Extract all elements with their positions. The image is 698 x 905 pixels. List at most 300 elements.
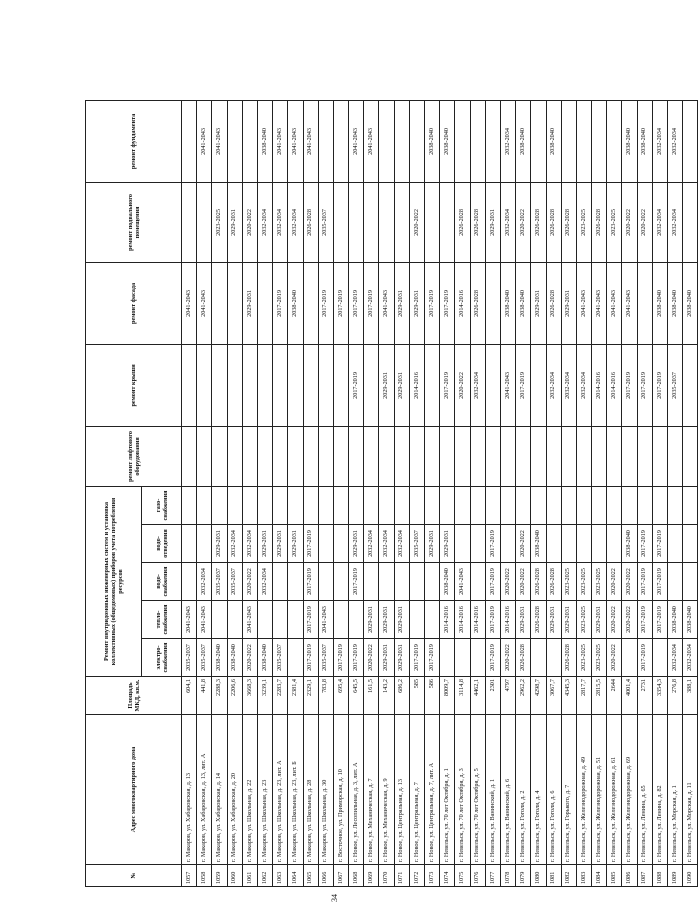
cell-water (273, 563, 288, 601)
cell-water (318, 563, 333, 601)
cell-facade: 2014-2016 (455, 262, 470, 344)
cell-basement: 2032-2034 (257, 182, 272, 262)
cell-no: 1086 (622, 865, 637, 887)
cell-address: г. Невельск, ул. Ванинский, д. 6 (500, 715, 515, 865)
cell-no: 1079 (516, 865, 531, 887)
cell-sewer (500, 525, 515, 563)
table-row (303, 46, 318, 886)
cell-basement: 2026-2028 (592, 182, 607, 262)
cell-electro: 2020-2022 (364, 639, 379, 677)
cell-facade: 2029-2031 (409, 262, 424, 344)
cell-address: г. Невельск, ул. Ленина, д. 82 (652, 715, 667, 865)
cell-foundation: 2041-2043 (273, 100, 288, 182)
cell-water: 2020-2022 (500, 563, 515, 601)
cell-address: г. Новое, ул. Механическая, д. 7 (364, 715, 379, 865)
cell-gas (485, 486, 500, 524)
cell-basement (425, 182, 440, 262)
table-row (500, 46, 515, 886)
table-row (288, 46, 303, 886)
cell-roof (257, 344, 272, 426)
cell-area: 2381,4 (288, 677, 303, 715)
cell-foundation: 2041-2043 (303, 100, 318, 182)
cell-gas (455, 486, 470, 524)
cell-gas (212, 486, 227, 524)
cell-no: 1057 (182, 865, 197, 887)
cell-roof (318, 344, 333, 426)
cell-roof: 2035-2037 (668, 344, 683, 426)
cell-sewer: 2017-2019 (652, 525, 667, 563)
header-repair-systems: Ремонт внутридомовых инженерных систем и установка коллективных (общедомовых) приборов учета потребления ресурсов (86, 486, 142, 676)
cell-address: г. Новое, ул. Центральная, д. 13 (394, 715, 409, 865)
cell-foundation: 2038-2040 (622, 100, 637, 182)
cell-elevator (394, 426, 409, 486)
cell-water: 2017-2019 (652, 563, 667, 601)
cell-roof (485, 344, 500, 426)
cell-foundation (592, 100, 607, 182)
cell-roof (288, 344, 303, 426)
cell-roof: 2041-2043 (500, 344, 515, 426)
cell-gas (394, 486, 409, 524)
cell-facade: 2017-2019 (440, 262, 455, 344)
cell-gas (257, 486, 272, 524)
cell-sewer: 2029-2031 (349, 525, 364, 563)
cell-basement (683, 182, 698, 262)
cell-facade: 2017-2019 (349, 262, 364, 344)
cell-address: г. Новое, ул. Центральная, д. 7, лит. А (425, 715, 440, 865)
cell-electro: 2023-2025 (576, 639, 591, 677)
cell-electro: 2017-2019 (485, 639, 500, 677)
cell-gas (637, 486, 652, 524)
cell-address: г. Невельск, ул. Гоголя, д. 4 (531, 715, 546, 865)
cell-electro: 2029-2031 (379, 639, 394, 677)
cell-no: 1070 (379, 865, 394, 887)
cell-water (288, 563, 303, 601)
cell-address: г. Невельск, ул. 70 лет Октября, д. 3 (455, 715, 470, 865)
cell-area: 3067,7 (546, 677, 561, 715)
cell-gas (333, 486, 348, 524)
cell-elevator (607, 426, 622, 486)
table-row (182, 46, 197, 886)
cell-heat (227, 601, 242, 639)
header-sewer: водо-отведения (142, 525, 182, 563)
cell-facade: 2038-2040 (288, 262, 303, 344)
cell-sewer: 2032-2034 (364, 525, 379, 563)
cell-sewer: 2038-2040 (531, 525, 546, 563)
cell-area: 686,2 (394, 677, 409, 715)
cell-address: г. Невельск, ул. Гоголя, д. 2 (516, 715, 531, 865)
cell-facade: 2041-2043 (379, 262, 394, 344)
cell-water: 2035-2037 (227, 563, 242, 601)
cell-gas (197, 486, 212, 524)
table-row (470, 46, 485, 886)
cell-electro (470, 639, 485, 677)
cell-basement: 2032-2034 (500, 182, 515, 262)
cell-foundation (227, 100, 242, 182)
cell-facade: 2038-2040 (500, 262, 515, 344)
cell-no: 1082 (561, 865, 576, 887)
cell-area: 604,1 (182, 677, 197, 715)
cell-water (683, 563, 698, 601)
cell-foundation: 2032-2034 (668, 100, 683, 182)
cell-gas (364, 486, 379, 524)
table-row (637, 46, 652, 886)
cell-elevator (257, 426, 272, 486)
cell-area: 2962,2 (516, 677, 531, 715)
cell-water (425, 563, 440, 601)
cell-elevator (516, 426, 531, 486)
cell-basement: 2026-2028 (455, 182, 470, 262)
cell-gas (668, 486, 683, 524)
cell-electro: 2017-2019 (333, 639, 348, 677)
cell-area: 2288,3 (212, 677, 227, 715)
cell-water: 2041-2043 (455, 563, 470, 601)
cell-no: 1078 (500, 865, 515, 887)
header-area: Площадь МКД, кв.м. (86, 677, 182, 715)
cell-address: г. Макаров, ул. Хабаровская, д. 13 (182, 715, 197, 865)
cell-basement: 2020-2022 (409, 182, 424, 262)
cell-gas (303, 486, 318, 524)
cell-electro (546, 639, 561, 677)
cell-elevator (212, 426, 227, 486)
cell-heat: 2029-2031 (394, 601, 409, 639)
cell-no: 1069 (364, 865, 379, 887)
cell-elevator (425, 426, 440, 486)
cell-facade: 2017-2019 (425, 262, 440, 344)
cell-facade (227, 262, 242, 344)
cell-basement: 2020-2022 (637, 182, 652, 262)
table-row (622, 46, 637, 886)
cell-address: г. Макаров, ул. Школьная, д. 30 (318, 715, 333, 865)
cell-gas (607, 486, 622, 524)
cell-no: 1062 (257, 865, 272, 887)
cell-area: 3354,3 (652, 677, 667, 715)
cell-basement: 2026-2028 (531, 182, 546, 262)
cell-roof: 2017-2019 (637, 344, 652, 426)
cell-area: 388,1 (683, 677, 698, 715)
cell-address: г. Невельск, ул. Железнодорожная, д. 49 (576, 715, 591, 865)
cell-elevator (227, 426, 242, 486)
cell-sewer: 2017-2019 (637, 525, 652, 563)
cell-facade: 2017-2019 (364, 262, 379, 344)
cell-water (409, 563, 424, 601)
cell-elevator (303, 426, 318, 486)
cell-basement: 2020-2022 (622, 182, 637, 262)
cell-foundation: 2032-2034 (652, 100, 667, 182)
cell-no: 1071 (394, 865, 409, 887)
cell-roof: 2017-2019 (440, 344, 455, 426)
table-row (546, 46, 561, 886)
cell-electro: 2029-2031 (394, 639, 409, 677)
cell-heat (333, 601, 348, 639)
cell-area: 4001,4 (622, 677, 637, 715)
cell-elevator (409, 426, 424, 486)
header-heat: тепло-снабжения (142, 601, 182, 639)
cell-sewer: 2032-2034 (394, 525, 409, 563)
cell-facade: 2017-2019 (273, 262, 288, 344)
table-body (182, 46, 698, 886)
cell-facade: 2041-2043 (622, 262, 637, 344)
cell-area: 276,8 (668, 677, 683, 715)
cell-foundation (683, 100, 698, 182)
cell-elevator (637, 426, 652, 486)
cell-area: 695,4 (333, 677, 348, 715)
cell-roof: 2032-2034 (561, 344, 576, 426)
cell-heat (349, 601, 364, 639)
cell-sewer (668, 525, 683, 563)
header-facade: ремонт фасада (86, 262, 182, 344)
cell-roof (273, 344, 288, 426)
cell-elevator (546, 426, 561, 486)
cell-area: 4298,7 (531, 677, 546, 715)
cell-elevator (500, 426, 515, 486)
cell-electro (440, 639, 455, 677)
cell-basement: 2020-2022 (516, 182, 531, 262)
cell-electro (652, 639, 667, 677)
cell-gas (242, 486, 257, 524)
cell-roof: 2032-2034 (470, 344, 485, 426)
cell-electro: 2020-2022 (500, 639, 515, 677)
cell-facade: 2038-2040 (683, 262, 698, 344)
cell-heat (288, 601, 303, 639)
cell-no: 1058 (197, 865, 212, 887)
cell-elevator (197, 426, 212, 486)
table-row (652, 46, 667, 886)
cell-elevator (561, 426, 576, 486)
cell-foundation: 2038-2040 (637, 100, 652, 182)
cell-water (364, 563, 379, 601)
cell-area: 143,2 (379, 677, 394, 715)
cell-foundation (561, 100, 576, 182)
cell-foundation (455, 100, 470, 182)
cell-no: 1081 (546, 865, 561, 887)
cell-heat: 2014-2016 (440, 601, 455, 639)
cell-gas (592, 486, 607, 524)
cell-foundation: 2038-2040 (516, 100, 531, 182)
cell-electro: 2035-2037 (273, 639, 288, 677)
cell-area: 586 (425, 677, 440, 715)
cell-no: 1075 (455, 865, 470, 887)
cell-water (333, 563, 348, 601)
cell-no: 1087 (637, 865, 652, 887)
cell-basement: 2020-2022 (242, 182, 257, 262)
cell-foundation: 2041-2043 (349, 100, 364, 182)
cell-area: 2206,6 (227, 677, 242, 715)
table-row (425, 46, 440, 886)
cell-address: г. Макаров, ул. Школьная, д. 23, лит. Б (288, 715, 303, 865)
cell-electro: 2032-2034 (668, 639, 683, 677)
cell-address: г. Макаров, ул. Школьная, д. 28 (303, 715, 318, 865)
cell-electro (455, 639, 470, 677)
cell-no: 1066 (318, 865, 333, 887)
cell-electro: 2035-2037 (197, 639, 212, 677)
cell-facade: 2041-2043 (607, 262, 622, 344)
cell-heat: 2029-2031 (546, 601, 561, 639)
table-row (197, 46, 212, 886)
cell-electro: 2035-2037 (182, 639, 197, 677)
cell-heat: 2014-2016 (500, 601, 515, 639)
cell-elevator (652, 426, 667, 486)
cell-roof (333, 344, 348, 426)
cell-gas (622, 486, 637, 524)
cell-no: 1073 (425, 865, 440, 887)
cell-basement: 2023-2025 (576, 182, 591, 262)
cell-foundation (576, 100, 591, 182)
cell-sewer: 2029-2031 (273, 525, 288, 563)
cell-water (394, 563, 409, 601)
cell-basement: 2029-2031 (227, 182, 242, 262)
cell-foundation: 2041-2043 (197, 100, 212, 182)
cell-electro: 2038-2040 (227, 639, 242, 677)
cell-no: 1088 (652, 865, 667, 887)
cell-facade (485, 262, 500, 344)
cell-facade: 2029-2031 (394, 262, 409, 344)
cell-roof (212, 344, 227, 426)
cell-foundation (409, 100, 424, 182)
cell-address: г. Невельск, ул. Гоголя, д. 6 (546, 715, 561, 865)
cell-sewer: 2038-2040 (622, 525, 637, 563)
cell-basement (379, 182, 394, 262)
cell-area: 4797 (500, 677, 515, 715)
cell-elevator (364, 426, 379, 486)
cell-no: 1065 (303, 865, 318, 887)
cell-roof: 2017-2019 (349, 344, 364, 426)
cell-water: 2026-2028 (531, 563, 546, 601)
cell-roof (425, 344, 440, 426)
cell-gas (516, 486, 531, 524)
header-basement: ремонт подвального помещения (86, 182, 182, 262)
cell-no: 1077 (485, 865, 500, 887)
cell-heat: 2038-2040 (668, 601, 683, 639)
cell-foundation (394, 100, 409, 182)
cell-sewer (607, 525, 622, 563)
table-row (242, 46, 257, 886)
cell-heat: 2029-2031 (379, 601, 394, 639)
cell-foundation (318, 100, 333, 182)
rotated-table-wrapper (85, 47, 693, 887)
cell-address: г. Восточное, ул. Приморская, д. 10 (333, 715, 348, 865)
cell-electro (531, 639, 546, 677)
cell-facade: 2017-2019 (318, 262, 333, 344)
cell-area: 2817,7 (576, 677, 591, 715)
cell-address: г. Макаров, ул. Школьная, д. 23, лит. А (273, 715, 288, 865)
cell-gas (561, 486, 576, 524)
cell-address: г. Невельск, ул. 70 лет Октября, д. 5 (470, 715, 485, 865)
cell-electro: 2038-2040 (212, 639, 227, 677)
table-row (273, 46, 288, 886)
cell-elevator (470, 426, 485, 486)
cell-area: 2731 (637, 677, 652, 715)
cell-address: г. Макаров, ул. Школьная, д. 23 (257, 715, 272, 865)
table-row (349, 46, 364, 886)
cell-gas (318, 486, 333, 524)
cell-heat: 2014-2016 (470, 601, 485, 639)
cell-heat: 2038-2040 (683, 601, 698, 639)
cell-heat (273, 601, 288, 639)
cell-facade: 2017-2019 (333, 262, 348, 344)
cell-sewer (546, 525, 561, 563)
cell-facade: 2041-2043 (182, 262, 197, 344)
cell-facade: 2038-2040 (516, 262, 531, 344)
cell-elevator (622, 426, 637, 486)
cell-roof (182, 344, 197, 426)
cell-sewer (182, 525, 197, 563)
cell-gas (425, 486, 440, 524)
cell-foundation (531, 100, 546, 182)
cell-sewer: 2029-2031 (425, 525, 440, 563)
cell-roof (242, 344, 257, 426)
cell-basement: 2023-2025 (212, 182, 227, 262)
cell-gas (470, 486, 485, 524)
cell-electro (622, 639, 637, 677)
cell-facade: 2038-2040 (668, 262, 683, 344)
cell-facade (212, 262, 227, 344)
cell-water: 2017-2019 (485, 563, 500, 601)
header-elevator: ремонт лифтового оборудования (86, 426, 182, 486)
cell-sewer (455, 525, 470, 563)
cell-heat: 2017-2019 (485, 601, 500, 639)
cell-elevator (182, 426, 197, 486)
cell-area: 4462,1 (470, 677, 485, 715)
cell-electro: 2035-2037 (318, 639, 333, 677)
cell-area: 3114,8 (455, 677, 470, 715)
cell-heat: 2041-2043 (182, 601, 197, 639)
cell-area: 2815,5 (592, 677, 607, 715)
repair-schedule-table (85, 46, 698, 887)
cell-roof: 2029-2031 (394, 344, 409, 426)
cell-elevator (455, 426, 470, 486)
cell-foundation: 2041-2043 (212, 100, 227, 182)
cell-gas (500, 486, 515, 524)
cell-heat: 2014-2016 (455, 601, 470, 639)
cell-no: 1072 (409, 865, 424, 887)
header-foundation: ремонт фундамента (86, 100, 182, 182)
cell-address: г. Макаров, ул. Хабаровская, д. 20 (227, 715, 242, 865)
cell-basement (394, 182, 409, 262)
cell-foundation: 2038-2040 (257, 100, 272, 182)
cell-area: 585 (409, 677, 424, 715)
cell-electro: 2020-2022 (607, 639, 622, 677)
cell-elevator (318, 426, 333, 486)
table-row (607, 46, 622, 886)
cell-basement: 2032-2034 (288, 182, 303, 262)
cell-water: 2017-2019 (349, 563, 364, 601)
cell-sewer (576, 525, 591, 563)
cell-electro: 2017-2019 (637, 639, 652, 677)
cell-elevator (242, 426, 257, 486)
header-roof: ремонт крыши (86, 344, 182, 426)
cell-address: г. Невельск, ул. Железнодорожная, д. 61 (607, 715, 622, 865)
cell-facade: 2029-2031 (242, 262, 257, 344)
cell-water: 2020-2022 (622, 563, 637, 601)
cell-roof: 2017-2019 (652, 344, 667, 426)
cell-roof (303, 344, 318, 426)
cell-water: 2038-2040 (440, 563, 455, 601)
cell-facade: 2041-2043 (576, 262, 591, 344)
cell-foundation (182, 100, 197, 182)
cell-elevator (349, 426, 364, 486)
cell-sewer (592, 525, 607, 563)
cell-sewer: 2020-2022 (516, 525, 531, 563)
cell-address: г. Невельск, ул. Ванинский, д. 1 (485, 715, 500, 865)
cell-heat: 2041-2043 (197, 601, 212, 639)
table-row (318, 46, 333, 886)
cell-roof: 2017-2019 (622, 344, 637, 426)
cell-address: г. Новое, ул. Центральная, д. 7 (409, 715, 424, 865)
cell-gas (409, 486, 424, 524)
cell-heat: 2029-2031 (592, 601, 607, 639)
cell-water: 2020-2022 (242, 563, 257, 601)
cell-basement: 2032-2034 (273, 182, 288, 262)
